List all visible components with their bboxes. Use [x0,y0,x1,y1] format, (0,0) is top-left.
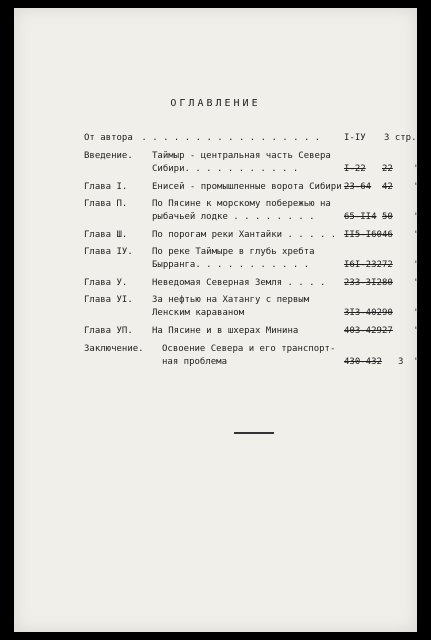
ditto-mark: " [414,164,420,174]
entry-pages: 403-429 [344,326,382,336]
entry-page-count: 90 [382,308,393,318]
entry-text-line1: По реке Таймыре в глубь хребта [152,247,315,257]
entry-pages: I-IУ [344,133,366,143]
entry-pages: I6I-232 [344,260,382,270]
entry-text-line1: Таймыр - центральная часть Севера [152,151,331,161]
ditto-mark: " [414,357,420,367]
entry-text-line1: На Пясине и в шхерах Минина [152,326,299,336]
entry-pages: II5-I60 [344,230,382,240]
ditto-mark: " [414,278,420,288]
entry-label: Глава УП. [84,326,133,336]
entry-page-count: 27 [382,326,393,336]
ditto-mark: " [414,308,420,318]
ditto-mark: " [414,212,420,222]
entry-page-count: 46 [382,230,393,240]
entry-page-count: 50 [382,212,393,222]
entry-pages: 3I3-402 [344,308,382,318]
entry-page-count: 3 [398,357,404,367]
ditto-mark: " [414,230,420,240]
entry-pages: 430-432 [344,357,382,367]
entry-label: Глава Ш. [84,230,128,240]
closing-rule [234,432,274,434]
ditto-mark: " [414,182,420,192]
entry-page-count: 22 [382,164,393,174]
entry-label: Глава У. [84,278,128,288]
entry-label: Глава I. [84,182,128,192]
entry-text-line1: За нефтью на Хатангу с первым [152,295,310,305]
entry-label: Заключение. [84,344,144,354]
entry-pages: 233-3I2 [344,278,382,288]
entry-label: Глава УI. [84,295,133,305]
entry-page-count: 42 [382,182,393,192]
document-page [14,8,420,632]
entry-label: Глава П. [84,199,128,209]
entry-text-line2: Ленским караваном [152,308,245,318]
entry-label: Глава IУ. [84,247,133,257]
entry-text-line2: ная проблема [162,357,228,367]
entry-pages: 23-64 [344,182,372,192]
entry-label: От автора [84,133,133,143]
entry-text-line2: Бырранга. . . . . . . . . . . [152,260,310,270]
entry-page-count: 3 стр. [384,133,417,143]
entry-text-line1: По Пясине к морскому побережью на [152,199,331,209]
entry-text-line1: Неведомая Северная Земля . . . . [152,278,326,288]
ditto-mark: " [414,326,420,336]
entry-text-line2: рыбачьей лодке . . . . . . . . [152,212,315,222]
entry-text-line1: По порогам реки Хантайки . . . . . [152,230,337,240]
ditto-mark: " [414,260,420,270]
entry-text-line2: Сибири. . . . . . . . . . . [152,164,299,174]
entry-pages: 65-II4 [344,212,377,222]
entry-text-line1: Освоение Севера и его транспорт- [162,344,336,354]
entry-dots: . . . . . . . . . . . . . . . . . [136,133,321,143]
entry-pages: I-22 [344,164,366,174]
entry-label: Введение. [84,151,133,161]
entry-page-count: 72 [382,260,393,270]
entry-text-line1: Енисей - промышленные ворота Сибири [152,182,342,192]
page-title: ОГЛАВЛЕНИЕ [170,98,261,109]
entry-page-count: 80 [382,278,393,288]
